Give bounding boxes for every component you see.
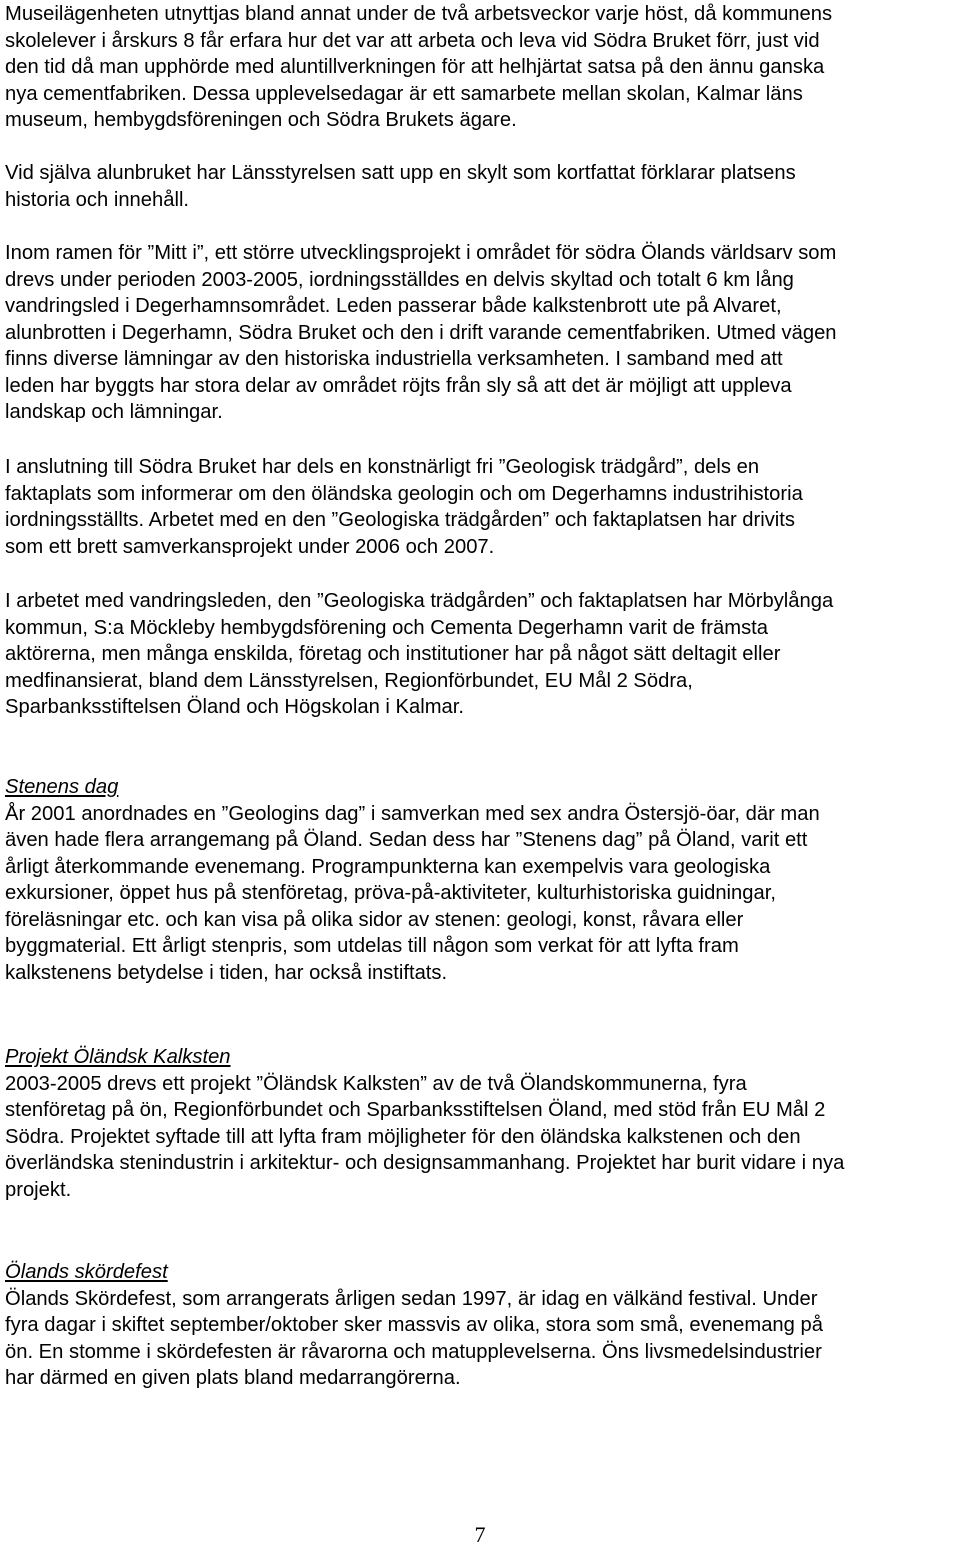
section-body: Ölands Skördefest, som arrangerats årligen sedan 1997, är idag en välkänd festival. Under fyra dagar i skiftet september/oktober sker massvis av olika, stora som små, evenemang på ön. En stomme i skördefesten är råvarorna och matupplevelserna. Öns livsmedelsindustrier har därmed en given plats bland medarrangörerna. <box>5 1287 823 1389</box>
section-heading: Projekt Öländsk Kalksten <box>5 1046 231 1068</box>
paragraph-partners: I arbetet med vandringsleden, den ”Geologiska trädgården” och faktaplatsen har Mörbylånga kommun, S:a Möckleby hembygdsförening och Cementa Degerhamn varit de främsta aktörerna, men många enskilda, företag och institutioner har på något sätt deltagit eller medfinansierat, bland dem Länsstyrelsen, Regionförbundet, EU Mål 2 Södra, Sparbanksstiftelsen Öland och Högskolan i Kalmar. <box>5 590 834 718</box>
page-number: 7 <box>474 1522 486 1547</box>
section-stenens-dag <box>5 774 820 986</box>
paragraph-mitt-i: Inom ramen för ”Mitt i”, ett större utvecklingsprojekt i området för södra Ölands världsarv som drevs under perioden 2003-2005, iordningsställdes en delvis skyltad och totalt 6 km lång vandringsled i Degerhamnsområdet. Leden passerar både kalkstenbrott ute på Alvaret, alunbrotten i Degerhamn, Södra Bruket och den i drift varande cementfabriken. Utmed vägen finns diverse lämningar av den historiska industriella verksamheten. I samband med att leden har byggts har stora delar av området röjts från sly så att det är möjligt att uppleva landskap och lämningar. <box>5 242 837 423</box>
section-heading: Ölands skördefest <box>5 1261 168 1283</box>
section-projekt-olandsk-kalksten <box>5 1044 844 1203</box>
section-body: 2003-2005 drevs ett projekt ”Öländsk Kalksten” av de två Ölandskommunerna, fyra stenföretag på ön, Regionförbundet och Sparbanksstiftelsen Öland, med stöd från EU Mål 2 Södra. Projektet syftade till att lyfta fram möjligheter för den öländska kalkstenen och den överländska stenindustrin i arkitektur- och designsammanhang. Projektet har burit vidare i nya projekt. <box>5 1072 845 1201</box>
section-body: År 2001 anordnades en ”Geologins dag” i samverkan med sex andra Östersjö-öar, där man även hade flera arrangemang på Öland. Sedan dess har ”Stenens dag” på Öland, varit ett årligt återkommande evenemang. Programpunkterna kan exempelvis vara geologiska exkursioner, öppet hus på stenföretag, pröva-på-aktiviteter, kulturhistoriska guidningar, föreläsningar etc. och kan visa på olika sidor av stenen: geologi, konst, råvara eller byggmaterial. Ett årligt stenpris, som utdelas till någon som verkat för att lyfta fram kalkstenens betydelse i tiden, har också instiftats. <box>5 802 820 984</box>
paragraph-sign: Vid själva alunbruket har Länsstyrelsen satt upp en skylt som kortfattat förklarar platsens historia och innehåll. <box>5 162 796 211</box>
paragraph-geological-garden: I anslutning till Södra Bruket har dels en konstnärligt fri ”Geologisk trädgård”, dels en faktaplats som informerar om den öländska geologin och om Degerhamns industrihistoria iordningsställts. Arbetet med en den ”Geologiska trädgården” och faktaplatsen har drivits som ett brett samverkansprojekt under 2006 och 2007. <box>5 456 803 558</box>
paragraph-museum-apartment: Museilägenheten utnyttjas bland annat under de två arbetsveckor varje höst, då kommunens skolelever i årskurs 8 får erfara hur det var att arbeta och leva vid Södra Bruket förr, just vid den tid då man upphörde med aluntillverkningen för att helhjärtat satsa på den ännu ganska nya cementfabriken. Dessa upplevelsedagar är ett samarbete mellan skolan, Kalmar läns museum, hembygdsföreningen och Södra Brukets ägare. <box>5 3 833 131</box>
section-olands-skordefest <box>5 1259 823 1392</box>
section-heading: Stenens dag <box>5 776 119 798</box>
